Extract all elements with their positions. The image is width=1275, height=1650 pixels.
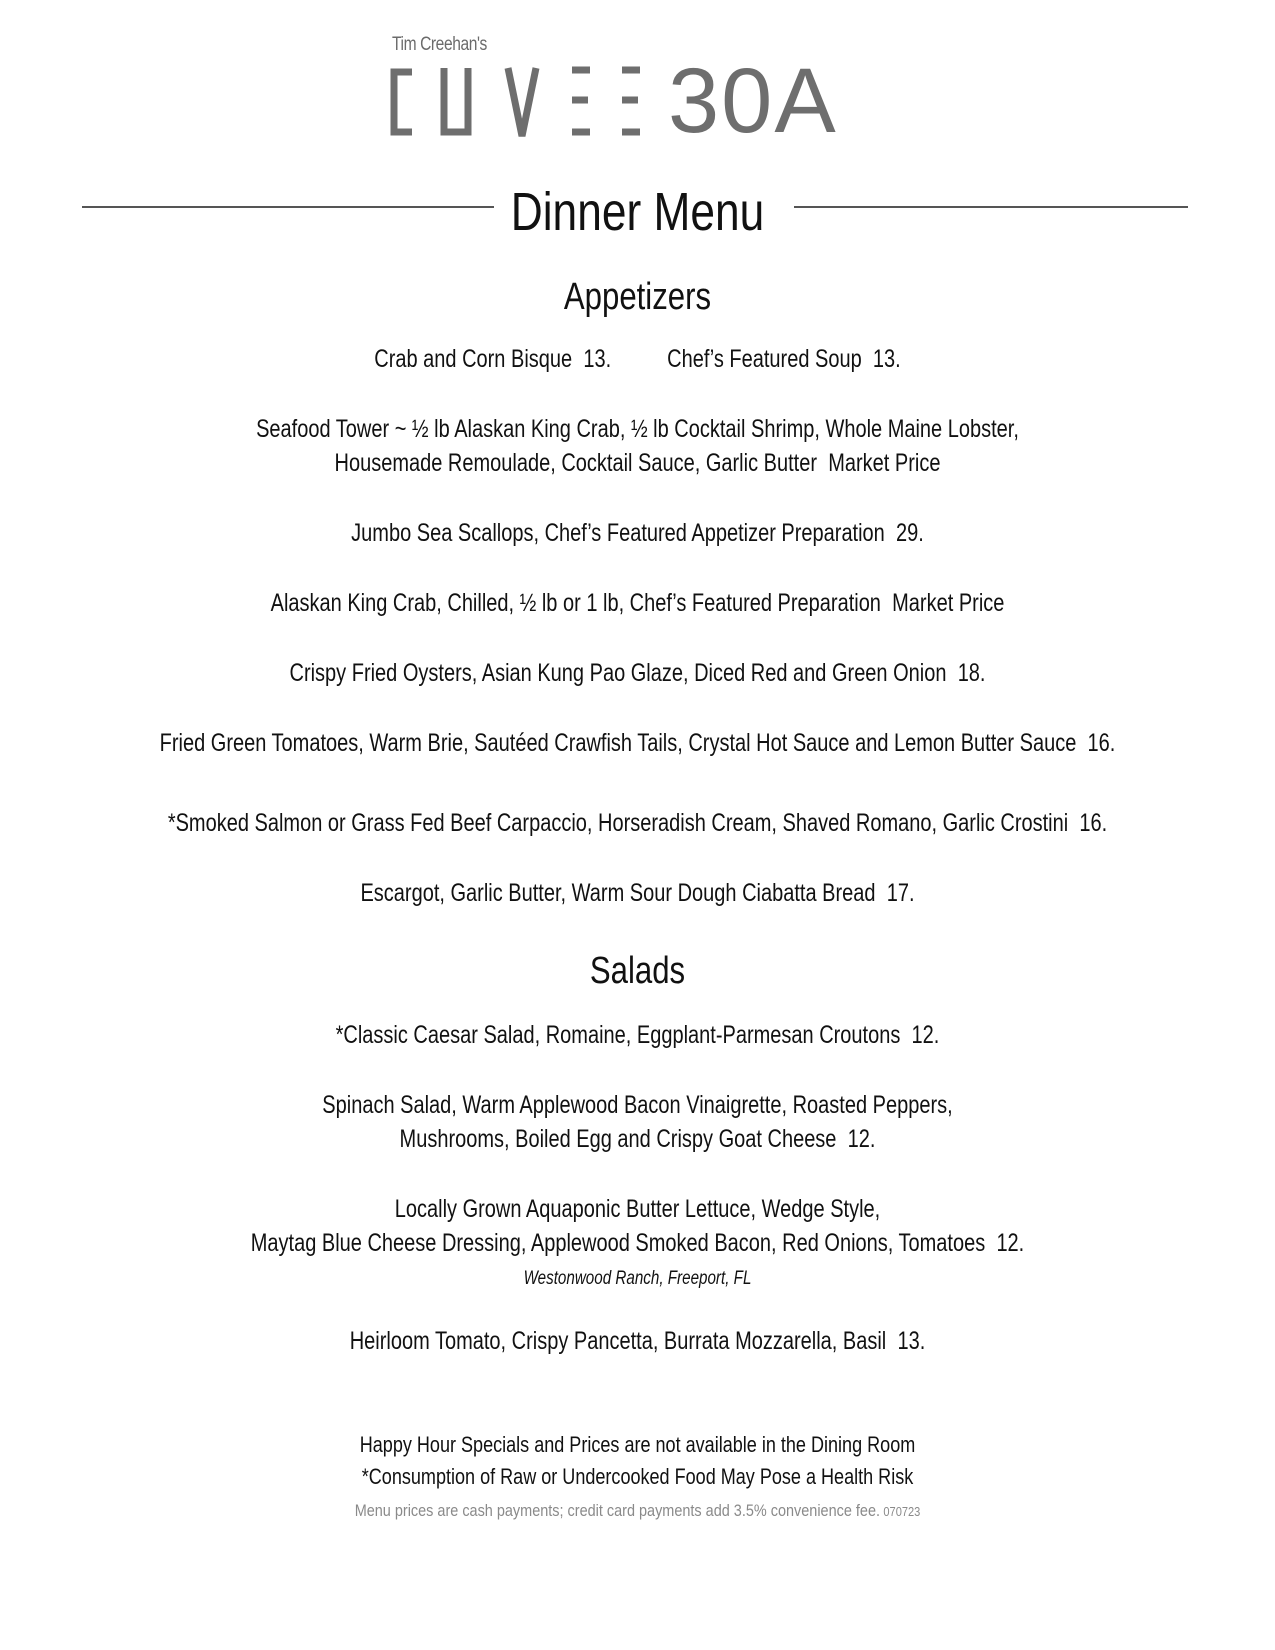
salad-item bbox=[128, 1088, 1148, 1122]
appetizer-price: 29. bbox=[896, 519, 924, 547]
appetizer-price: Market Price bbox=[892, 589, 1005, 617]
appetizer-row-soups bbox=[128, 342, 1148, 376]
salad-line: Maytag Blue Cheese Dressing, Applewood Smoked Bacon, Red Onions, Tomatoes bbox=[250, 1229, 986, 1257]
salad-source-note: Westonwood Ranch, Freeport, FL bbox=[523, 1268, 752, 1289]
salad-line: Mushrooms, Boiled Egg and Crispy Goat Cheese bbox=[399, 1125, 837, 1153]
appetizer-price: 18. bbox=[957, 659, 986, 687]
menu-code: 070723 bbox=[883, 1504, 921, 1519]
appetizer-price: 16. bbox=[1079, 809, 1108, 837]
appetizer-name: Chef’s Featured Soup bbox=[667, 345, 862, 373]
salad-item bbox=[128, 1018, 1148, 1052]
appetizer-name: Crab and Corn Bisque bbox=[374, 345, 573, 373]
footer-health-warning: *Consumption of Raw or Undercooked Food May Pose a Health Risk bbox=[361, 1464, 914, 1489]
salad-item-cont bbox=[128, 1122, 1148, 1156]
salad-line: *Classic Caesar Salad, Romaine, Eggplant-Parmesan Croutons bbox=[335, 1021, 901, 1049]
salad-price: 12. bbox=[911, 1021, 940, 1049]
appetizer-price: 13. bbox=[583, 345, 612, 373]
menu-title: Dinner Menu bbox=[510, 182, 765, 242]
salad-price: 12. bbox=[996, 1229, 1025, 1257]
appetizer-item-cont bbox=[128, 446, 1148, 480]
appetizer-line: Fried Green Tomatoes, Warm Brie, Sautéed Crawfish Tails, Crystal Hot Sauce and Lemon Butter Sauce bbox=[159, 729, 1077, 757]
logo-owner: Tim Creehan's bbox=[392, 34, 487, 55]
appetizer-price: 17. bbox=[886, 879, 915, 907]
appetizer-line: Alaskan King Crab, Chilled, ½ lb or 1 lb, Chef’s Featured Preparation bbox=[270, 589, 881, 617]
appetizer-item bbox=[128, 516, 1148, 550]
salad-item bbox=[128, 1324, 1148, 1358]
appetizer-price: 13. bbox=[872, 345, 901, 373]
appetizer-line: *Smoked Salmon or Grass Fed Beef Carpaccio, Horseradish Cream, Shaved Romano, Garlic Crostini bbox=[167, 809, 1069, 837]
salad-line: Locally Grown Aquaponic Butter Lettuce, Wedge Style, bbox=[394, 1195, 881, 1223]
appetizer-line: Crispy Fried Oysters, Asian Kung Pao Glaze, Diced Red and Green Onion bbox=[289, 659, 947, 687]
appetizer-line: Escargot, Garlic Butter, Warm Sour Dough Ciabatta Bread bbox=[360, 879, 876, 907]
logo-wordmark-tail: 30A bbox=[668, 52, 838, 142]
appetizer-item bbox=[128, 586, 1148, 620]
appetizer-price: 16. bbox=[1087, 729, 1116, 757]
footer-fee-note bbox=[96, 1500, 1180, 1523]
salad-line: Spinach Salad, Warm Applewood Bacon Vinaigrette, Roasted Peppers, bbox=[322, 1091, 953, 1119]
appetizer-price: Market Price bbox=[828, 449, 941, 477]
appetizer-item bbox=[128, 876, 1148, 910]
salad-item bbox=[128, 1192, 1148, 1226]
salads-heading: Salads bbox=[589, 950, 686, 992]
appetizer-line: Seafood Tower ~ ½ lb Alaskan King Crab, ½ lb Cocktail Shrimp, Whole Maine Lobster, bbox=[256, 415, 1019, 443]
salad-price: 12. bbox=[847, 1125, 876, 1153]
appetizer-item bbox=[128, 412, 1148, 446]
appetizer-item bbox=[128, 726, 1148, 760]
logo-wordmark bbox=[388, 52, 888, 142]
appetizers-heading: Appetizers bbox=[563, 276, 712, 318]
appetizer-line: Housemade Remoulade, Cocktail Sauce, Garlic Butter bbox=[334, 449, 817, 477]
footer-happy-hour: Happy Hour Specials and Prices are not available in the Dining Room bbox=[359, 1432, 916, 1457]
salad-price: 13. bbox=[897, 1327, 926, 1355]
salad-line: Heirloom Tomato, Crispy Pancetta, Burrata Mozzarella, Basil bbox=[349, 1327, 887, 1355]
salad-item-cont bbox=[128, 1226, 1148, 1260]
appetizer-item bbox=[128, 806, 1148, 840]
appetizer-line: Jumbo Sea Scallops, Chef’s Featured Appetizer Preparation bbox=[351, 519, 885, 547]
appetizer-item bbox=[128, 656, 1148, 690]
fee-note-text: Menu prices are cash payments; credit card payments add 3.5% convenience fee. bbox=[354, 1501, 881, 1520]
